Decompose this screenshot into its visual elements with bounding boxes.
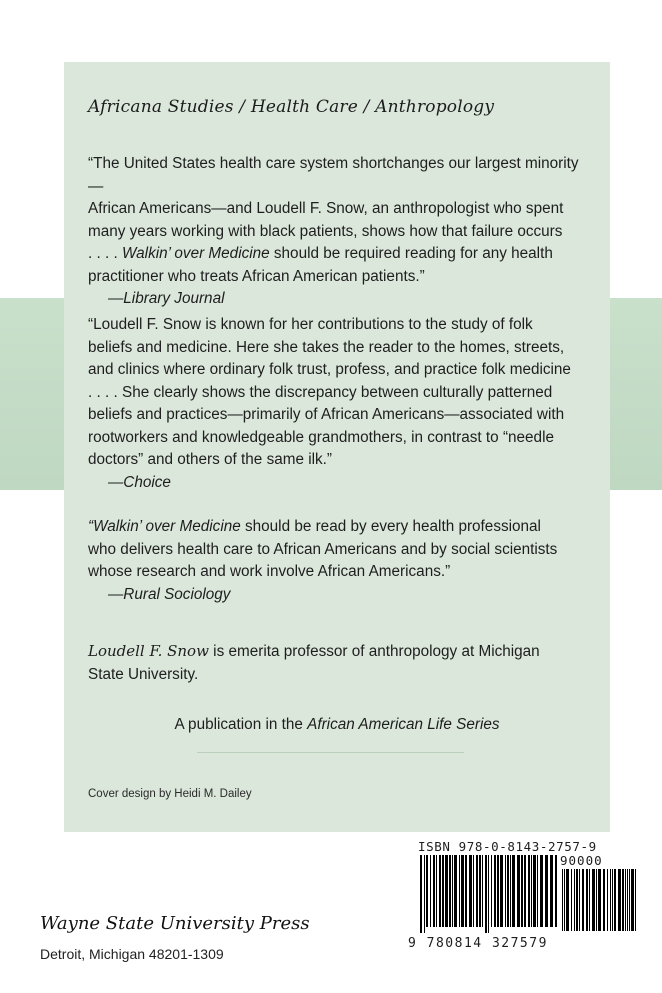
barcode-bar: [491, 855, 492, 927]
barcode-bar: [574, 869, 575, 931]
barcode-bar: [589, 869, 590, 931]
barcode-bar: [555, 855, 557, 927]
barcode-bar: [533, 855, 536, 927]
barcode-bar: [521, 855, 523, 927]
barcode-icon: [404, 855, 640, 935]
author-name: Loudell F. Snow: [88, 642, 209, 660]
barcode-bar: [612, 869, 613, 931]
barcode-bar: [545, 855, 548, 927]
quote-line: whose research and work involve African Americans.”: [88, 563, 451, 580]
barcode-bar: [461, 855, 464, 927]
barcode-bar: [452, 855, 453, 927]
barcode-bar: [433, 855, 435, 927]
barcode-bar: [571, 869, 572, 931]
barcode-bar: [517, 855, 520, 927]
quote-line: [88, 516, 588, 539]
series-line: [64, 716, 610, 734]
barcode-bar: [473, 855, 474, 927]
barcode-bar: [566, 869, 569, 931]
quote-line: [88, 243, 588, 266]
barcode-bar: [459, 855, 460, 927]
barcode-bar: [550, 855, 553, 927]
barcode-bar: [596, 869, 597, 931]
quote-line: . . . . She clearly shows the discrepancy between culturally patterned: [88, 383, 553, 401]
barcode-bar: [598, 869, 601, 931]
barcode-bar: [610, 869, 611, 931]
barcode-bar: [528, 855, 530, 927]
barcode-bar: [445, 855, 448, 927]
barcode-bar: [494, 855, 496, 927]
quote-line: who delivers health care to African Americans and by social scientists: [88, 540, 558, 558]
bio-line: State University.: [88, 665, 199, 683]
quote-text: should be read by every health professional: [240, 518, 541, 535]
barcode-bar: [576, 869, 578, 931]
barcode-bar: [618, 869, 621, 931]
barcode-bar: [420, 855, 422, 933]
quote-line: and clinics where ordinary folk trust, profess, and practice folk medicine: [88, 361, 571, 378]
quote-line: “The United States health care system shortchanges our largest minority—: [88, 155, 579, 195]
barcode-bar: [500, 855, 503, 927]
barcode-bar: [625, 869, 626, 931]
barcode-bar: [586, 869, 588, 931]
isbn-label: ISBN 978-0-8143-2757-9: [418, 839, 597, 854]
quote-line: doctors” and others of the same ilk.”: [88, 451, 333, 468]
category-line: Africana Studies / Health Care / Anthropology: [88, 97, 495, 117]
barcode-bar: [540, 855, 543, 927]
barcode-bar: [562, 869, 563, 931]
barcode-bar: [426, 855, 428, 927]
barcode-bar: [476, 855, 478, 927]
price-addon-digits: 90000: [560, 853, 603, 868]
attribution-library-journal: —Library Journal: [108, 290, 225, 307]
barcode-bar: [469, 855, 472, 927]
barcode-bar: [439, 855, 441, 927]
barcode-bar: [592, 869, 595, 931]
barcode-bar: [497, 855, 499, 927]
barcode-bar: [622, 869, 624, 931]
barcode-bar: [564, 869, 565, 931]
author-bio: [88, 640, 588, 686]
quote-line: many years working with black patients, shows how that failure occurs: [88, 222, 563, 240]
barcode-bar: [582, 869, 584, 931]
barcode-bar: [488, 855, 489, 933]
attribution-choice: —Choice: [108, 473, 171, 491]
barcode-bar: [436, 855, 437, 927]
barcode-bar: [603, 869, 605, 931]
barcode-bar: [507, 855, 509, 927]
barcode-bar: [635, 869, 636, 931]
cover-credit: Cover design by Heidi M. Dailey: [88, 788, 252, 800]
barcode-bar: [579, 869, 580, 931]
attribution-rural-sociology: —Rural Sociology: [108, 585, 231, 603]
quote-text: should be required reading for any health: [269, 245, 553, 262]
barcode-bar: [629, 869, 630, 931]
barcode-bar: [424, 855, 425, 933]
quote-line: rootworkers and knowledgeable grandmothers, in contrast to “needle: [88, 428, 554, 446]
barcode-bar: [465, 855, 467, 927]
barcode-bar: [482, 855, 483, 927]
quote-line: beliefs and practices—primarily of African Americans—associated with: [88, 406, 565, 423]
barcode-bar: [627, 869, 628, 931]
barcode-bar: [531, 855, 532, 927]
barcode-bar: [485, 855, 487, 933]
barcode-bar: [454, 855, 457, 927]
book-title: “Walkin’ over Medicine: [88, 518, 241, 535]
publisher-address: Detroit, Michigan 48201-1309: [40, 946, 224, 962]
quote-line: African Americans—and Loudell F. Snow, an anthropologist who spent: [88, 200, 564, 217]
barcode-bar: [479, 855, 481, 927]
review-quote-2: [88, 314, 588, 494]
barcode-bar: [430, 855, 431, 927]
bio-text: is emerita professor of anthropology at Michigan: [208, 643, 540, 660]
publisher-name: Wayne State University Press: [40, 913, 310, 934]
divider: [197, 752, 464, 753]
series-name: African American Life Series: [307, 716, 500, 733]
bio-line: [88, 640, 588, 664]
book-title: Walkin’ over Medicine: [122, 245, 270, 262]
barcode-bar: [614, 869, 616, 931]
barcode-bar: [442, 855, 444, 927]
barcode-bar: [449, 855, 451, 927]
series-prefix: A publication in the: [174, 716, 308, 733]
barcode-bar: [607, 869, 608, 931]
barcode-bar: [512, 855, 515, 927]
review-quote-3: [88, 516, 588, 606]
quote-line: practitioner who treats African American patients.”: [88, 267, 425, 285]
quote-line: beliefs and medicine. Here she takes the reader to the homes, streets,: [88, 338, 565, 356]
barcode-bar: [510, 855, 511, 927]
barcode-bar: [537, 855, 538, 927]
barcode-bar: [505, 855, 506, 927]
ean-digits: 9 780814 327579: [408, 936, 548, 951]
ellipsis: . . . .: [88, 245, 122, 262]
quote-line: “Loudell F. Snow is known for her contributions to the study of folk: [88, 316, 533, 333]
barcode-bar: [631, 869, 634, 931]
review-quote-1: [88, 153, 588, 311]
barcode-bar: [524, 855, 526, 927]
